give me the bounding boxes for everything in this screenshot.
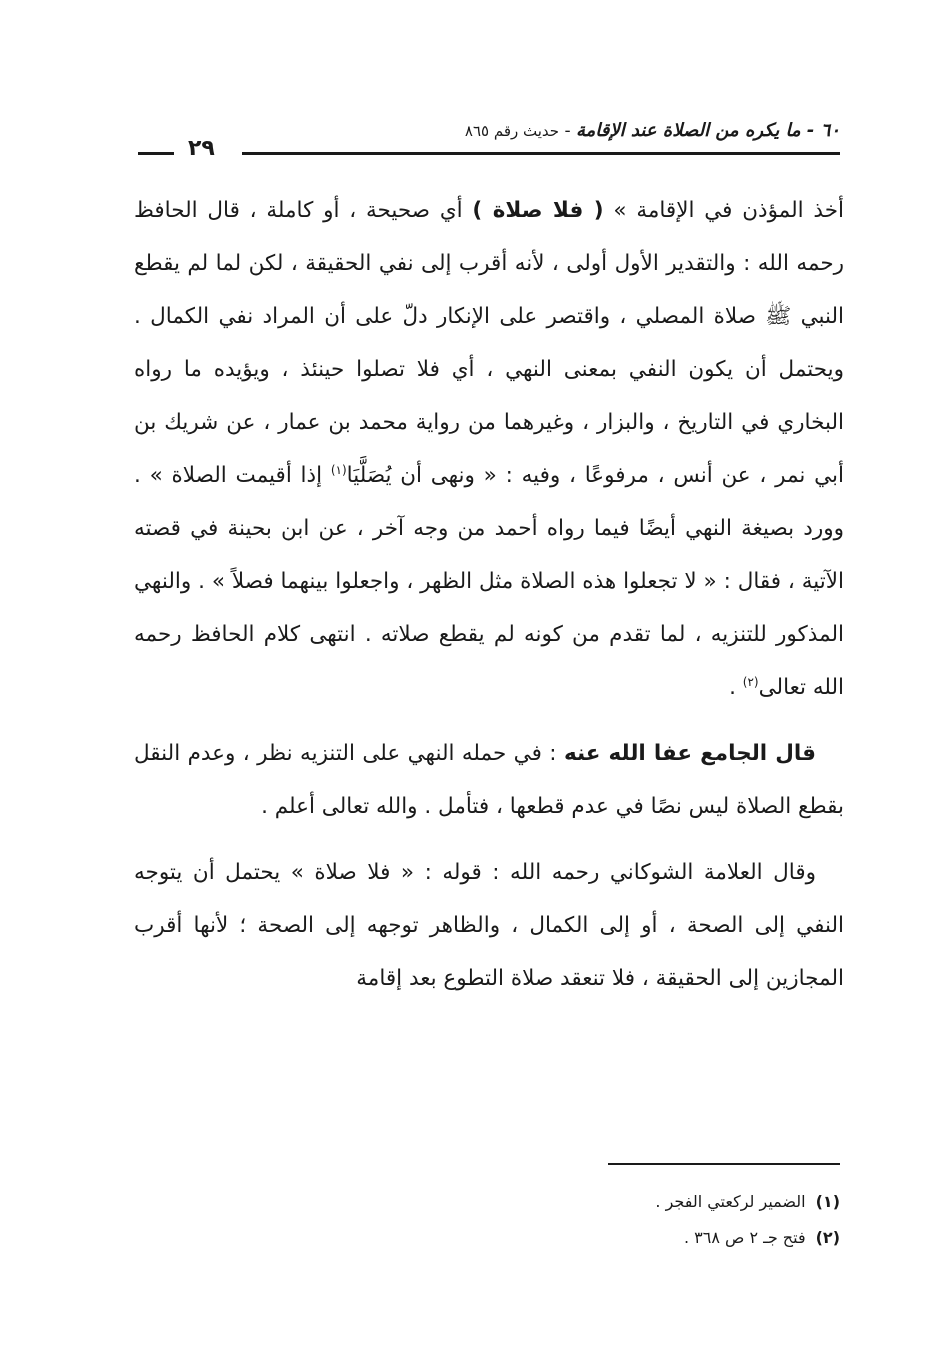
footnote-number: (٢) <box>815 1228 840 1247</box>
paragraph-2 <box>134 727 844 833</box>
header-dash <box>138 152 174 155</box>
body-text <box>134 184 844 1005</box>
header-rule <box>242 152 840 155</box>
hadith-reference: حديث رقم ٨٦٥ <box>464 122 560 140</box>
header-separator: - <box>559 121 576 141</box>
header-title <box>465 118 840 144</box>
paragraph-3 <box>134 846 844 1005</box>
footnote-marker: (٢) <box>742 674 759 689</box>
bold-phrase: ( فلا صلاة ) <box>472 198 604 223</box>
text-run: : في حمله النهي على التنزيه نظر ، وعدم النقل بقطع الصلاة ليس نصًا في عدم قطعها ، فتأمل . والله تعالى أعلم . <box>134 741 844 819</box>
chapter-title: ٦٠ - ما يكره من الصلاة عند الإقامة <box>576 120 840 141</box>
text-run: إذا أقيمت الصلاة » . وورد بصيغة النهي أيضًا فيما رواه أحمد من وجه آخر ، عن ابن بحينة في قصته الآتية ، فقال : « لا تجعلوا هذه الصلاة مثل الظهر ، واجعلوا بينهما فصلاً » . والنهي المذكور للتنزيه ، لما تقدم من كونه لم يقطع صلاته . انتهى كلام الحافظ رحمه الله تعالى <box>134 463 844 700</box>
footnote-1 <box>340 1184 840 1220</box>
footnote-rule <box>608 1163 840 1165</box>
paragraph-1 <box>134 184 844 714</box>
footnotes <box>340 1184 840 1256</box>
page-number: ٢٩ <box>188 136 215 161</box>
text-run: أي صحيحة ، أو كاملة ، قال الحافظ رحمه الله : والتقدير الأول أولى ، لأنه أقرب إلى نفي الحقيقة ، لكن لما لم يقطع النبي ﷺ صلاة المصلي ، واقتصر على الإنكار دلّ على أن المراد نفي الكمال . ويحتمل أن يكون النفي بمعنى النهي ، أي فلا تصلوا حينئذ ، ويؤيده ما رواه البخاري في التاريخ ، والبزار ، وغيرهما من رواية محمد بن عمار ، عن شريك بن أبي نمر ، عن أنس ، مرفوعًا ، وفيه : « ونهى أن يُصَلَّيَا <box>134 198 844 488</box>
bold-phrase: قال الجامع عفا الله عنه <box>563 741 817 766</box>
footnote-2 <box>340 1220 840 1256</box>
running-header <box>138 118 840 162</box>
footnote-number: (١) <box>815 1192 840 1211</box>
footnote-text: فتح جـ ٢ ص ٣٦٨ . <box>683 1228 806 1247</box>
footnote-marker: (١) <box>330 462 347 477</box>
text-run: وقال العلامة الشوكاني رحمه الله : قوله : « فلا صلاة » يحتمل أن يتوجه النفي إلى الصحة ، أو إلى الكمال ، والظاهر توجهه إلى الصحة ؛ لأنها أقرب المجازين إلى الحقيقة ، فلا تنعقد صلاة التطوع بعد إقامة <box>134 860 844 991</box>
text-run: أخذ المؤذن في الإقامة » <box>603 198 844 223</box>
footnote-text: الضمير لركعتي الفجر . <box>655 1192 806 1211</box>
text-run: . <box>729 675 743 700</box>
